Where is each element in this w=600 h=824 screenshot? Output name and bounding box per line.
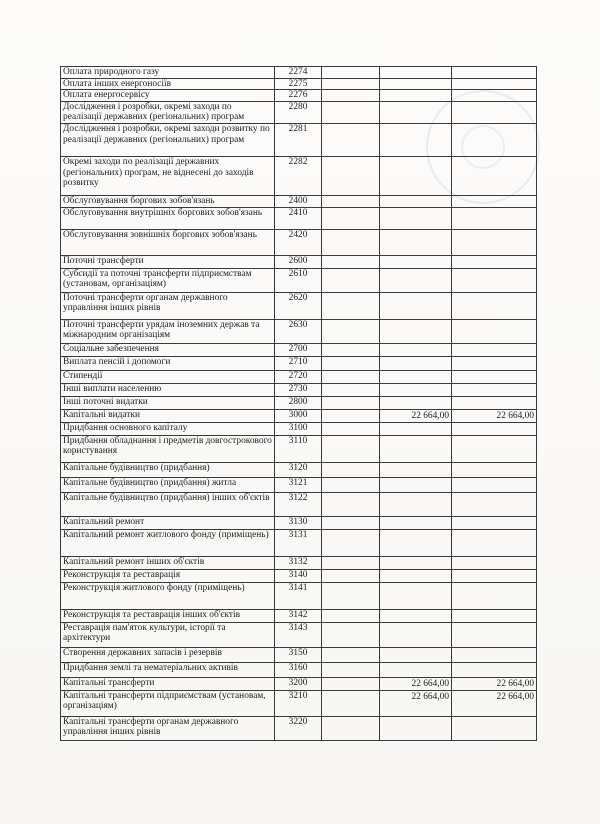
table-row	[61, 422, 537, 435]
row-name-cell	[61, 582, 275, 609]
row-value-cell	[452, 123, 537, 156]
row-code-text: 3131	[288, 529, 308, 540]
row-name-cell	[61, 609, 275, 622]
row-code-text: 3141	[288, 582, 308, 593]
row-value-cell	[380, 292, 452, 319]
row-value-cell	[452, 207, 537, 229]
row-name-text: Поточні трансферти	[63, 255, 144, 266]
table-row	[61, 435, 537, 462]
row-value-cell	[380, 67, 452, 79]
row-value-cell	[322, 662, 380, 677]
row-code-cell	[275, 268, 322, 292]
row-value-cell	[380, 370, 452, 383]
row-code-cell	[275, 716, 322, 740]
row-value-cell	[322, 356, 380, 370]
row-value-cell	[380, 609, 452, 622]
row-value-cell	[322, 435, 380, 462]
row-value-cell	[452, 383, 537, 396]
row-name-cell	[61, 492, 275, 516]
row-value-cell	[322, 383, 380, 396]
table-row	[61, 677, 537, 690]
row-name-text: Капітальний ремонт інших об'єктів	[63, 556, 205, 567]
row-value-cell	[322, 409, 380, 422]
row-value-cell	[380, 356, 452, 370]
row-name-text: Придбання землі та нематеріальних активів	[63, 662, 238, 673]
table-row	[61, 195, 537, 207]
table-row	[61, 396, 537, 409]
row-code-text: 3200	[288, 677, 308, 688]
row-value-cell	[380, 409, 452, 422]
row-code-text: 3143	[288, 622, 308, 633]
row-value-cell	[452, 556, 537, 569]
row-value-cell	[322, 370, 380, 383]
table-row	[61, 582, 537, 609]
table-row	[61, 647, 537, 662]
row-value-cell	[322, 156, 380, 195]
row-name-cell	[61, 319, 275, 343]
table-row	[61, 268, 537, 292]
row-name-text: Субсидії та поточні трансферти підприємствам (установам, організаціям)	[63, 268, 252, 290]
row-name-text: Дослідження і розробки, окремі заходи по реалізації державних (регіональних) програм	[63, 101, 245, 123]
row-name-text: Поточні трансферти органам державного управління інших рівнів	[63, 292, 228, 314]
row-code-cell	[275, 529, 322, 556]
row-name-cell	[61, 647, 275, 662]
row-name-text: Інші виплати населенню	[63, 383, 162, 394]
row-value-cell	[380, 462, 452, 477]
row-value-cell	[452, 477, 537, 492]
row-code-cell	[275, 582, 322, 609]
row-name-text: Капітальний ремонт	[63, 516, 145, 527]
row-value-cell	[322, 268, 380, 292]
row-code-cell	[275, 435, 322, 462]
row-value-cell	[322, 647, 380, 662]
row-name-cell	[61, 195, 275, 207]
row-name-cell	[61, 67, 275, 79]
row-code-cell	[275, 78, 322, 90]
row-code-cell	[275, 319, 322, 343]
table-row	[61, 123, 537, 156]
row-name-text: Поточні трансферти урядам іноземних держав та міжнародним організаціям	[63, 319, 260, 341]
table-row	[61, 156, 537, 195]
table-row	[61, 101, 537, 123]
row-code-text: 3220	[288, 716, 308, 727]
row-value-cell	[380, 195, 452, 207]
row-code-cell	[275, 556, 322, 569]
row-value-text: 22 664,00	[411, 691, 449, 702]
row-value-cell	[452, 156, 537, 195]
row-code-text: 3130	[288, 516, 308, 527]
row-value-cell	[380, 207, 452, 229]
row-name-text: Окремі заходи по реалізації державних (регіональних) програм, не віднесені до заходів розвитку	[63, 156, 254, 189]
row-code-text: 2400	[288, 195, 308, 206]
row-value-cell	[322, 582, 380, 609]
row-value-text: 22 664,00	[496, 678, 534, 689]
row-value-cell	[380, 477, 452, 492]
row-value-cell	[322, 690, 380, 716]
row-value-cell	[322, 255, 380, 268]
row-value-cell	[452, 582, 537, 609]
row-name-cell	[61, 156, 275, 195]
row-value-cell	[322, 90, 380, 102]
table-row	[61, 370, 537, 383]
row-code-cell	[275, 662, 322, 677]
table-row	[61, 662, 537, 677]
row-name-cell	[61, 396, 275, 409]
row-value-cell	[322, 207, 380, 229]
row-name-text: Виплата пенсій і допомоги	[63, 356, 171, 367]
table-row	[61, 255, 537, 268]
row-value-cell	[322, 422, 380, 435]
row-value-cell	[452, 319, 537, 343]
row-value-cell	[452, 462, 537, 477]
row-value-cell	[452, 516, 537, 529]
expenditure-table-body	[61, 67, 537, 741]
row-value-cell	[322, 716, 380, 740]
row-value-cell	[322, 229, 380, 255]
row-value-text: 22 664,00	[411, 678, 449, 689]
row-value-cell	[380, 123, 452, 156]
table-row	[61, 356, 537, 370]
row-value-cell	[452, 409, 537, 422]
row-name-cell	[61, 477, 275, 492]
row-value-cell	[322, 556, 380, 569]
row-code-text: 3100	[288, 422, 308, 433]
row-name-cell	[61, 207, 275, 229]
row-code-text: 3210	[288, 690, 308, 701]
row-name-text: Обслуговування боргових зобов'язань	[63, 195, 215, 206]
row-name-text: Оплата природного газу	[63, 67, 160, 77]
row-value-cell	[322, 492, 380, 516]
row-value-cell	[452, 396, 537, 409]
row-name-cell	[61, 229, 275, 255]
row-name-text: Соціальне забезпечення	[63, 343, 159, 354]
row-code-cell	[275, 356, 322, 370]
row-value-cell	[380, 677, 452, 690]
row-code-cell	[275, 383, 322, 396]
table-row	[61, 556, 537, 569]
row-code-cell	[275, 492, 322, 516]
row-name-cell	[61, 101, 275, 123]
row-value-cell	[452, 343, 537, 356]
row-code-text: 2282	[288, 156, 308, 167]
row-value-cell	[452, 677, 537, 690]
row-code-cell	[275, 90, 322, 102]
row-name-text: Стипендії	[63, 370, 103, 381]
row-name-text: Інші поточні видатки	[63, 396, 148, 407]
table-row	[61, 622, 537, 647]
row-code-cell	[275, 409, 322, 422]
row-code-text: 2281	[288, 123, 308, 134]
row-code-text: 2410	[288, 207, 308, 218]
row-code-cell	[275, 101, 322, 123]
row-value-cell	[380, 435, 452, 462]
table-row	[61, 462, 537, 477]
row-code-text: 2700	[288, 343, 308, 354]
row-value-cell	[452, 268, 537, 292]
row-code-text: 3142	[288, 609, 308, 620]
row-name-cell	[61, 123, 275, 156]
row-value-text: 22 664,00	[496, 410, 534, 421]
row-code-cell	[275, 609, 322, 622]
row-name-cell	[61, 462, 275, 477]
row-name-cell	[61, 78, 275, 90]
row-value-cell	[452, 101, 537, 123]
row-code-cell	[275, 343, 322, 356]
row-name-text: Капітальні трансферти	[63, 677, 155, 688]
table-row	[61, 78, 537, 90]
row-value-cell	[380, 229, 452, 255]
row-value-cell	[322, 343, 380, 356]
row-name-text: Капітальне будівництво (придбання)	[63, 462, 210, 473]
row-value-cell	[452, 229, 537, 255]
row-value-cell	[452, 90, 537, 102]
row-value-cell	[452, 422, 537, 435]
row-code-cell	[275, 422, 322, 435]
row-value-cell	[380, 268, 452, 292]
row-code-text: 2710	[288, 356, 308, 367]
row-value-cell	[322, 67, 380, 79]
row-value-text: 22 664,00	[411, 410, 449, 421]
table-row	[61, 569, 537, 582]
row-value-cell	[380, 343, 452, 356]
table-row	[61, 343, 537, 356]
row-code-text: 3122	[288, 492, 308, 503]
row-name-cell	[61, 516, 275, 529]
row-value-cell	[452, 690, 537, 716]
row-name-text: Оплата інших енергоносіїв	[63, 78, 172, 89]
table-row	[61, 492, 537, 516]
row-value-cell	[322, 462, 380, 477]
row-value-cell	[452, 435, 537, 462]
row-value-cell	[380, 255, 452, 268]
row-code-text: 3160	[288, 662, 308, 673]
row-name-cell	[61, 716, 275, 740]
table-row	[61, 207, 537, 229]
row-code-text: 2275	[288, 78, 308, 89]
row-value-cell	[380, 569, 452, 582]
row-name-cell	[61, 292, 275, 319]
table-row	[61, 609, 537, 622]
row-value-cell	[380, 90, 452, 102]
row-value-cell	[380, 690, 452, 716]
row-code-text: 3150	[288, 647, 308, 658]
row-code-cell	[275, 647, 322, 662]
row-value-cell	[322, 677, 380, 690]
row-value-cell	[322, 78, 380, 90]
row-name-cell	[61, 529, 275, 556]
row-code-text: 2620	[288, 292, 308, 303]
row-value-cell	[452, 292, 537, 319]
row-name-text: Реконструкція житлового фонду (приміщень)	[63, 582, 245, 593]
row-code-cell	[275, 677, 322, 690]
row-value-cell	[452, 195, 537, 207]
row-value-cell	[380, 383, 452, 396]
row-code-cell	[275, 67, 322, 79]
expenditure-table	[60, 66, 537, 741]
row-name-cell	[61, 255, 275, 268]
row-code-text: 2630	[288, 319, 308, 330]
row-code-text: 3000	[288, 409, 308, 420]
table-row	[61, 229, 537, 255]
row-code-cell	[275, 516, 322, 529]
row-value-cell	[452, 492, 537, 516]
row-name-cell	[61, 383, 275, 396]
row-code-cell	[275, 123, 322, 156]
row-value-text: 22 664,00	[496, 691, 534, 702]
row-code-cell	[275, 396, 322, 409]
row-value-cell	[322, 292, 380, 319]
row-name-cell	[61, 409, 275, 422]
row-name-cell	[61, 356, 275, 370]
row-code-cell	[275, 207, 322, 229]
row-value-cell	[322, 123, 380, 156]
row-code-cell	[275, 156, 322, 195]
row-value-cell	[322, 195, 380, 207]
table-row	[61, 716, 537, 740]
row-name-text: Обслуговування внутрішніх боргових зобов'язань	[63, 207, 263, 218]
row-code-text: 3121	[288, 477, 308, 488]
row-value-cell	[452, 609, 537, 622]
row-value-cell	[380, 396, 452, 409]
row-code-cell	[275, 622, 322, 647]
row-code-cell	[275, 229, 322, 255]
row-value-cell	[452, 67, 537, 79]
row-name-cell	[61, 677, 275, 690]
table-row	[61, 383, 537, 396]
table-row	[61, 67, 537, 79]
row-value-cell	[452, 622, 537, 647]
table-row	[61, 690, 537, 716]
row-value-cell	[380, 319, 452, 343]
row-name-cell	[61, 662, 275, 677]
row-name-cell	[61, 268, 275, 292]
row-name-text: Дослідження і розробки, окремі заходи розвитку по реалізації державних (регіональних) програм	[63, 123, 270, 145]
row-name-text: Капітальне будівництво (придбання) житла	[63, 477, 237, 488]
row-name-cell	[61, 690, 275, 716]
row-value-cell	[380, 156, 452, 195]
row-code-text: 2420	[288, 229, 308, 240]
row-value-cell	[322, 101, 380, 123]
row-code-text: 3110	[288, 435, 308, 446]
row-code-cell	[275, 255, 322, 268]
row-value-cell	[322, 319, 380, 343]
table-row	[61, 529, 537, 556]
row-code-text: 3140	[288, 569, 308, 580]
row-value-cell	[452, 255, 537, 268]
row-code-cell	[275, 370, 322, 383]
table-row	[61, 516, 537, 529]
row-code-cell	[275, 462, 322, 477]
row-value-cell	[380, 716, 452, 740]
row-value-cell	[380, 422, 452, 435]
row-value-cell	[452, 647, 537, 662]
row-value-cell	[452, 662, 537, 677]
row-value-cell	[452, 370, 537, 383]
row-value-cell	[380, 647, 452, 662]
row-value-cell	[322, 622, 380, 647]
row-name-text: Створення державних запасів і резервів	[63, 647, 222, 658]
table-row	[61, 409, 537, 422]
row-code-text: 2274	[288, 67, 308, 77]
table-row	[61, 319, 537, 343]
row-name-text: Придбання основного капіталу	[63, 422, 188, 433]
row-code-cell	[275, 292, 322, 319]
row-value-cell	[380, 529, 452, 556]
row-value-cell	[380, 662, 452, 677]
row-name-text: Капітальний ремонт житлового фонду (приміщень)	[63, 529, 269, 540]
table-row	[61, 477, 537, 492]
row-name-text: Обслуговування зовнішніх боргових зобов'язань	[63, 229, 257, 240]
row-name-cell	[61, 622, 275, 647]
row-code-text: 2280	[288, 101, 308, 112]
row-code-cell	[275, 690, 322, 716]
table-row	[61, 292, 537, 319]
row-code-text: 2610	[288, 268, 308, 279]
row-name-cell	[61, 343, 275, 356]
row-code-cell	[275, 195, 322, 207]
row-value-cell	[452, 356, 537, 370]
row-value-cell	[322, 396, 380, 409]
row-name-cell	[61, 90, 275, 102]
row-name-text: Капітальні трансферти підприємствам (установам, організаціям)	[63, 690, 266, 712]
row-code-text: 2800	[288, 396, 308, 407]
row-value-cell	[322, 569, 380, 582]
row-value-cell	[322, 477, 380, 492]
row-value-cell	[380, 622, 452, 647]
row-name-cell	[61, 569, 275, 582]
row-value-cell	[380, 492, 452, 516]
row-value-cell	[380, 78, 452, 90]
row-code-text: 2600	[288, 255, 308, 266]
row-value-cell	[322, 516, 380, 529]
row-value-cell	[452, 716, 537, 740]
row-name-cell	[61, 556, 275, 569]
row-code-cell	[275, 477, 322, 492]
row-value-cell	[452, 569, 537, 582]
row-code-cell	[275, 569, 322, 582]
row-value-cell	[322, 529, 380, 556]
row-name-text: Капітальне будівництво (придбання) інших об'єктів	[63, 492, 270, 503]
row-value-cell	[380, 516, 452, 529]
row-name-text: Капітальні трансферти органам державного управління інших рівнів	[63, 716, 239, 738]
row-name-text: Капітальні видатки	[63, 409, 140, 420]
row-value-cell	[380, 582, 452, 609]
row-code-text: 2730	[288, 383, 308, 394]
row-value-cell	[452, 529, 537, 556]
row-value-cell	[380, 101, 452, 123]
row-name-text: Реконструкція та реставрація	[63, 569, 181, 580]
row-code-text: 3132	[288, 556, 308, 567]
row-name-text: Оплата енергосервісу	[63, 90, 150, 101]
row-name-text: Реставрація пам'яток культури, історії та архітектури	[63, 622, 226, 644]
row-value-cell	[322, 609, 380, 622]
row-value-cell	[452, 78, 537, 90]
row-name-cell	[61, 435, 275, 462]
row-code-text: 2720	[288, 370, 308, 381]
row-code-text: 3120	[288, 462, 308, 473]
row-name-text: Реконструкція та реставрація інших об'єктів	[63, 609, 240, 620]
row-name-text: Придбання обладнання і предметів довгострокового користування	[63, 435, 272, 457]
row-name-cell	[61, 370, 275, 383]
row-name-cell	[61, 422, 275, 435]
row-code-text: 2276	[288, 90, 308, 101]
table-row	[61, 90, 537, 102]
row-value-cell	[380, 556, 452, 569]
